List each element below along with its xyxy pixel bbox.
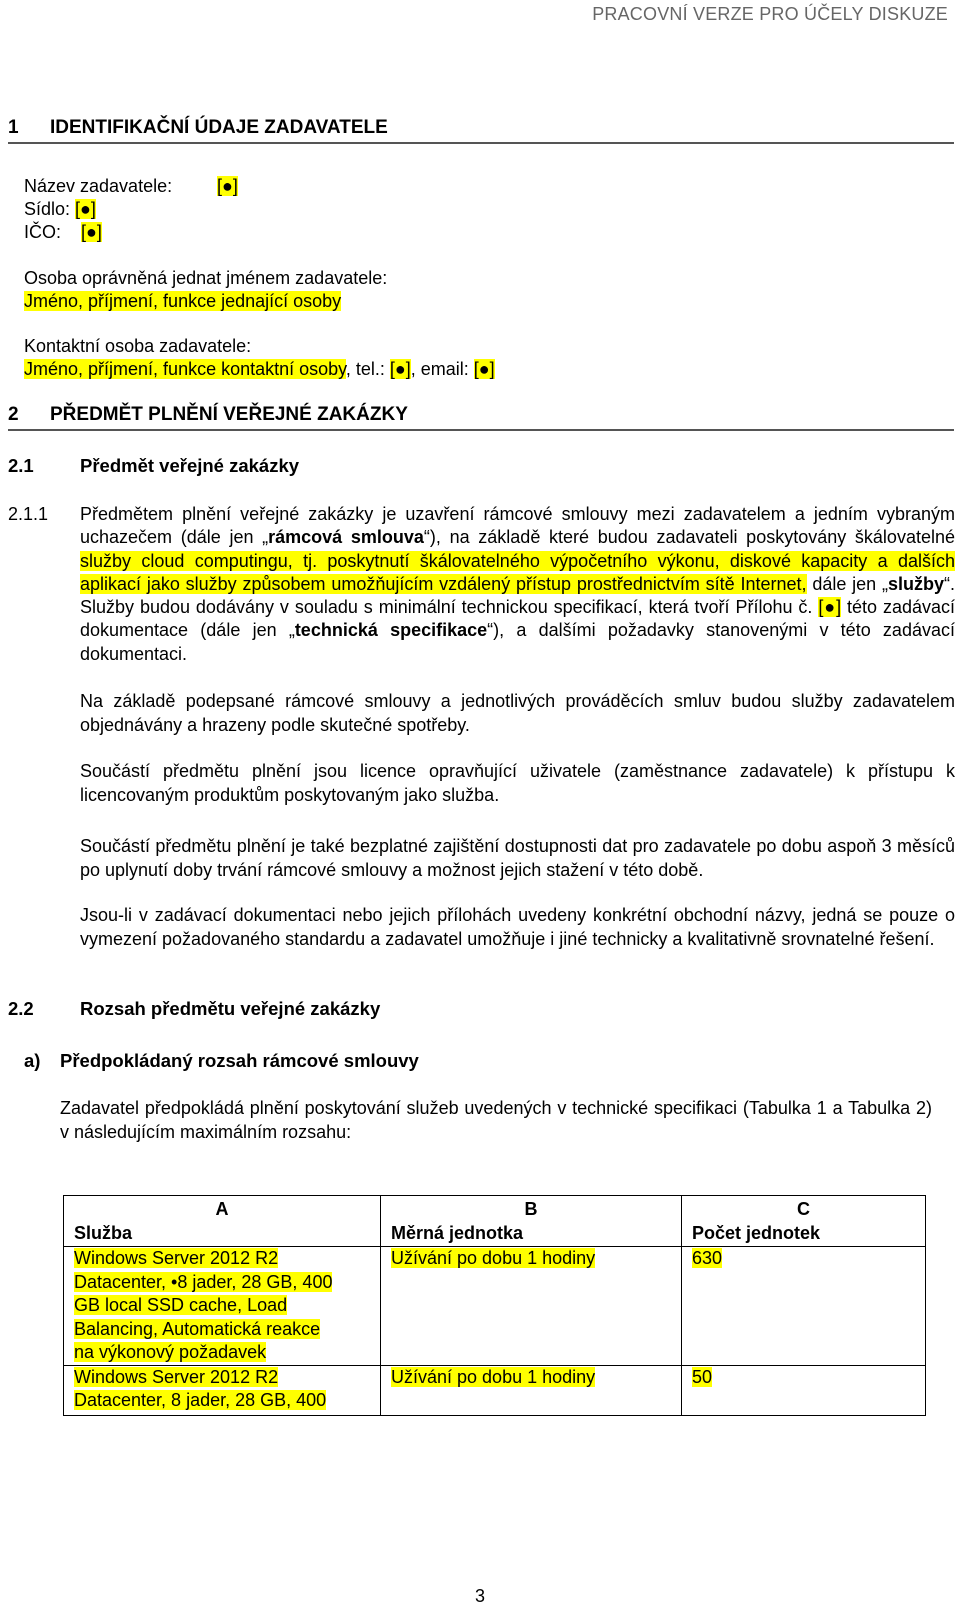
osoba-label: Osoba oprávněná jednat jménem zadavatele:: [24, 268, 388, 288]
service-cell: [64, 1247, 381, 1366]
section-number: 1: [8, 117, 19, 138]
service-line: Windows Server 2012 R2: [74, 1248, 279, 1268]
column-letter: C: [682, 1196, 926, 1222]
ico-placeholder: [●]: [81, 222, 102, 242]
p1-term-technicka: technická specifikace: [294, 620, 488, 641]
column-letter: A: [64, 1196, 381, 1222]
section-title: IDENTIFIKAČNÍ ÚDAJE ZADAVATELE: [50, 117, 388, 138]
paragraph-1: [80, 503, 955, 666]
p1-text-c: “), na základě které budou zadavateli poskytovány škálovatelné: [423, 527, 955, 548]
clause-number: 2.1.1: [8, 504, 49, 524]
paragraph-2: Na základě podepsané rámcové smlouvy a jednotlivých prováděcích smluv budou služby zadavatelem objednávány a hrazeny podle skutečné spotřeby.: [80, 691, 955, 735]
page-header: PRACOVNÍ VERZE PRO ÚČELY DISKUZE: [592, 4, 948, 24]
count-value: 50: [692, 1366, 713, 1387]
section-1-heading: [8, 117, 954, 144]
subsection-number: 2.1: [8, 455, 34, 476]
unit-value: Užívání po dobu 1 hodiny: [391, 1248, 596, 1268]
service-line: Balancing, Automatická reakce: [74, 1318, 321, 1339]
kontakt-value-text: Jméno, příjmení, funkce kontaktní osoby: [24, 359, 346, 379]
nazev-label: Název zadavatele:: [24, 176, 173, 196]
osoba-value: [24, 289, 341, 313]
subsection-2-1-heading: [8, 455, 299, 477]
kontakt-label: Kontaktní osoba zadavatele:: [24, 336, 252, 356]
p1-placeholder: [●]: [818, 597, 842, 618]
subsection-title: Předmět veřejné zakázky: [80, 455, 300, 476]
item-marker: a): [24, 1050, 41, 1071]
p1-text-a: Předmětem plnění veřejné zakázky je uzavření rámcové smlouvy mezi zadavatelem a jedním vybraným uchazečem (dále jen „: [80, 504, 955, 548]
p1-term-sluzby: služby: [887, 573, 944, 594]
service-line: Windows Server 2012 R2: [74, 1366, 279, 1387]
email-label: , email:: [410, 359, 474, 379]
subsection-2-2-heading: [8, 998, 380, 1020]
ico-label: IČO:: [24, 222, 62, 242]
section-2-heading: [8, 404, 954, 431]
service-line: Datacenter, •8 jader, 28 GB, 400: [74, 1271, 333, 1292]
table-row: [64, 1247, 926, 1366]
email-placeholder: [●]: [473, 359, 495, 379]
service-line: Datacenter, 8 jader, 28 GB, 400: [74, 1390, 327, 1410]
table-header-row: [64, 1222, 926, 1247]
column-header: Počet jednotek: [682, 1222, 926, 1247]
osoba-value-text: Jméno, příjmení, funkce jednající osoby: [24, 291, 342, 311]
paragraph-3: Součástí předmětu plnění jsou licence opravňující uživatele (zaměstnance zadavatele) k přístupu k licencovaným produktům poskytovaným jako služba.: [80, 761, 955, 805]
item-a-paragraph: Zadavatel předpokládá plnění poskytování služeb uvedených v technické specifikaci (Tabulka 1 a Tabulka 2) v následujícím maximálním rozsahu:: [60, 1098, 932, 1142]
p1-text-k: “), a dalšími požadavky stanovenými v této zadávací dokumentaci.: [80, 620, 955, 664]
count-value: 630: [692, 1248, 723, 1268]
unit-value: Užívání po dobu 1 hodiny: [391, 1366, 596, 1387]
tel-label: , tel.:: [345, 359, 390, 379]
service-cell: [64, 1365, 381, 1415]
column-header: Služba: [64, 1222, 381, 1247]
column-header: Měrná jednotka: [381, 1222, 682, 1247]
table-row: [64, 1365, 926, 1415]
unit-cell: [381, 1365, 682, 1415]
sidlo-placeholder: [●]: [75, 199, 96, 219]
p1-highlight-sluzby: služby cloud computingu, tj. poskytnutí škálovatelného výpočetního výkonu, diskové kapacity a dalších aplikací jako služby způsobem umožňujícím vzdálený přístup prostřednictvím sítě Internet,: [80, 550, 955, 594]
service-line: GB local SSD cache, Load: [74, 1295, 288, 1315]
item-title: Předpokládaný rozsah rámcové smlouvy: [60, 1050, 419, 1071]
unit-cell: [381, 1247, 682, 1366]
table-column-letters: [64, 1196, 926, 1222]
paragraph-5: Jsou-li v zadávací dokumentaci nebo jejich přílohách uvedeny konkrétní obchodní názvy, jedná se pouze o vymezení požadovaného standardu a zadavatel umožňuje i jiné technicky a kvalitativně srovnatelné řešení.: [80, 905, 955, 949]
subsection-title: Rozsah předmětu veřejné zakázky: [80, 998, 381, 1019]
kontakt-value: [24, 357, 495, 381]
service-line: na výkonový požadavek: [74, 1342, 267, 1362]
page-number: 3: [474, 1586, 485, 1606]
ico-line: [24, 220, 102, 244]
sidlo-label: Sídlo:: [24, 199, 71, 219]
section-title: PŘEDMĚT PLNĚNÍ VEŘEJNÉ ZAKÁZKY: [50, 404, 408, 425]
count-cell: [682, 1365, 926, 1415]
nazev-placeholder: [●]: [217, 176, 238, 196]
p1-term-ramcova: rámcová smlouva: [268, 527, 424, 548]
tel-placeholder: [●]: [389, 359, 411, 379]
item-a-heading: [24, 1050, 419, 1072]
p1-text-i: této zadávací dokumentace (dále jen „: [80, 597, 955, 641]
paragraph-4: Součástí předmětu plnění je také bezplatné zajištění dostupnosti dat pro zadavatele po dobu aspoň 3 měsíců po uplynutí doby trvání rámcové smlouvy a možnost jejich stažení v této době.: [80, 836, 955, 880]
nazev-line: [24, 174, 238, 198]
scope-table: [63, 1195, 926, 1416]
section-number: 2: [8, 404, 19, 425]
p1-text-e: dále jen „: [806, 573, 888, 594]
column-letter: B: [381, 1196, 682, 1222]
count-cell: [682, 1247, 926, 1366]
sidlo-line: [24, 197, 96, 221]
p1-text-g: “. Služby budou dodávány v souladu s minimální technickou specifikací, která tvoří Přílohu č.: [80, 573, 955, 618]
subsection-number: 2.2: [8, 998, 34, 1019]
